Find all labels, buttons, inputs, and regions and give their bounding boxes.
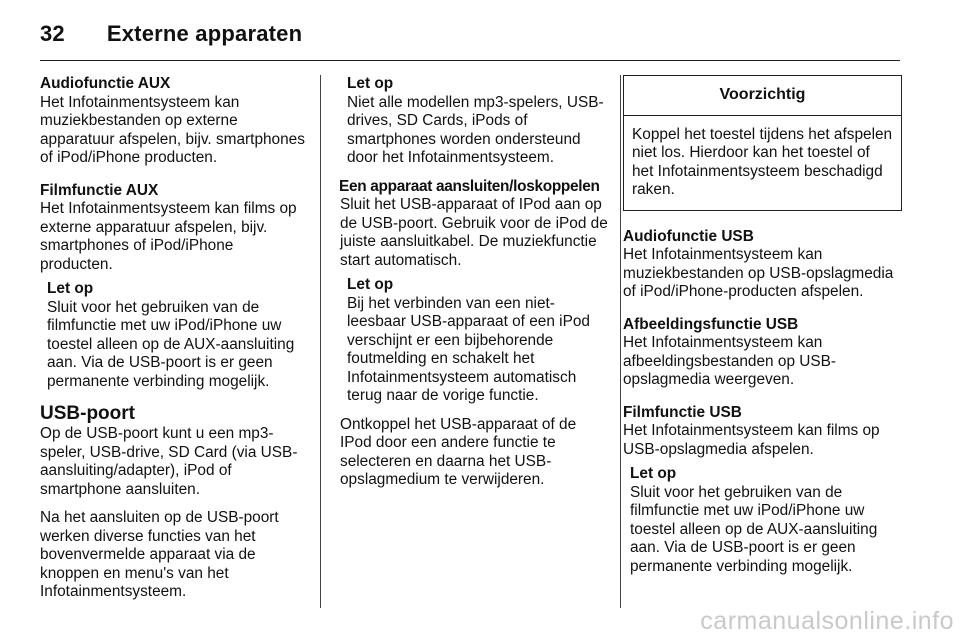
caution-text: Koppel het toestel tijdens het afspelen niet los. Hierdoor kan het toestel of het Infotainmentsysteem beschadigd raken.: [632, 125, 893, 198]
paragraph: Het Infotainmentsysteem kan films op externe apparatuur afspelen, bijv. smartphones of iPod/iPhone producten.: [40, 200, 297, 273]
paragraph: Het Infotainmentsysteem kan films op USB-opslagmedia afspelen.: [623, 422, 880, 458]
note-text: Sluit voor het gebruiken van de filmfunctie met uw iPod/iPhone uw toestel alleen op de AUX-aansluiting aan. Via de USB-poort is er geen permanente verbinding mogelijk.: [630, 483, 878, 575]
note-box: [630, 465, 902, 576]
note-text: Niet alle modellen mp3-spelers, USB-drives, SD Cards, iPods of smartphones worden ondersteund door het Infotainmentsysteem.: [347, 93, 604, 166]
connect-section: [340, 178, 608, 271]
section-subheading: Filmfunctie AUX: [40, 181, 159, 199]
column-separator: [320, 75, 321, 608]
note-box: [47, 280, 308, 391]
paragraph: Sluit het USB-apparaat of IPod aan op de USB-poort. Gebruik voor de iPod de juiste aansluitkabel. De muziekfunctie start automatisch.: [340, 196, 608, 269]
note-label: Let op: [47, 280, 94, 297]
section-subheading: Filmfunctie USB: [623, 403, 742, 421]
section-subheading: Een apparaat aansluiten/loskoppelen: [339, 177, 600, 195]
section-subheading: Audiofunctie AUX: [40, 75, 171, 92]
column-2: [340, 75, 608, 500]
page-header: [40, 16, 302, 52]
section-subheading: Afbeeldingsfunctie USB: [623, 315, 799, 333]
paragraph: Na het aansluiten op de USB-poort werken diverse functies van het bovenvermelde apparaat via de knoppen en menu's van het Infotainmentsysteem.: [40, 509, 279, 600]
column-separator: [620, 75, 621, 608]
note-box: [347, 75, 608, 168]
paragraph: Op de USB-poort kunt u een mp3-speler, USB-drive, SD Card (via USB-aansluiting/adapter), iPod of smartphone aansluiten.: [40, 425, 298, 498]
paragraph: Het Infotainmentsysteem kan afbeeldingsbestanden op USB-opslagmedia weergeven.: [623, 334, 837, 388]
note-text: Sluit voor het gebruiken van de filmfunctie met uw iPod/iPhone uw toestel alleen op de AUX-aansluiting aan. Via de USB-poort is er geen permanente verbinding mogelijk.: [47, 298, 295, 390]
watermark-text: carmanualsonline.info: [700, 607, 954, 635]
film-aux-section: [40, 182, 308, 275]
column-1: [40, 75, 308, 612]
section-subheading: Audiofunctie USB: [623, 227, 754, 245]
paragraph: Het Infotainmentsysteem kan muziekbestanden op USB-opslagmedia of iPod/iPhone-producten afspelen.: [623, 246, 894, 300]
image-usb-section: [623, 316, 902, 390]
caution-box: [623, 75, 902, 211]
note-label: Let op: [630, 465, 677, 482]
note-box: [347, 276, 608, 406]
paragraph: Het Infotainmentsysteem kan muziekbestanden op externe apparatuur afspelen, bijv. smartphones of iPod/iPhone producten.: [40, 93, 305, 166]
note-label: Let op: [347, 276, 394, 293]
header-rule: [40, 60, 900, 61]
column-3: [623, 75, 902, 588]
audio-aux-section: [40, 75, 308, 168]
chapter-title: Externe apparaten: [106, 21, 303, 46]
note-label: Let op: [347, 75, 394, 92]
audio-usb-section: [623, 228, 902, 302]
section-heading: USB-poort: [40, 403, 135, 424]
note-text: Bij het verbinden van een niet-leesbaar USB-apparaat of een iPod verschijnt er een bijbehorende foutmelding en schakelt het Infotainmentsysteem automatisch terug naar de vorige functie.: [347, 294, 590, 404]
page-number: 32: [40, 21, 65, 46]
film-usb-section: [623, 404, 902, 460]
caution-title: Voorzichtig: [624, 76, 901, 116]
paragraph: Ontkoppel het USB-apparaat of de IPod door een andere functie te selecteren en daarna het USB-opslagmedium te verwijderen.: [340, 415, 577, 488]
